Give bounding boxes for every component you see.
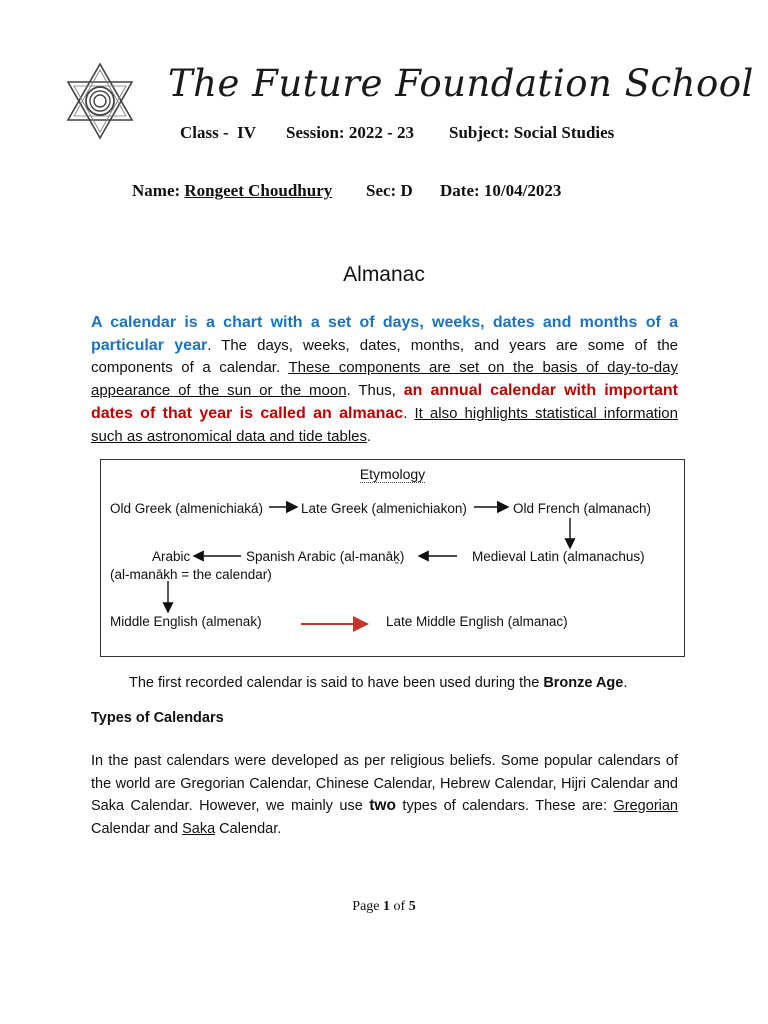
intro-text-2: . Thus, [346,382,404,400]
bronze-age: Bronze Age [543,675,624,691]
ety-arabic-note: (al-manākh = the calendar) [110,567,272,582]
intro-underline-2: It also highlights statistical information such as astronomical data and tide tables [91,404,678,445]
name-value: Rongeet Choudhury [184,181,333,200]
types-two: two [369,797,396,814]
page-footer [0,899,768,915]
current-page: 1 [383,899,391,914]
ety-late-greek: Late Greek (almenichiakon) [301,501,467,516]
saka-word: Saka [182,820,216,837]
school-name: The Future Foundation School [168,62,754,105]
ety-medieval-latin: Medieval Latin (almanachus) [472,549,645,564]
star-logo-icon [62,60,138,142]
ety-late-middle-english: Late Middle English (almanac) [386,614,568,629]
etymology-title-text: Etymology [359,466,426,482]
types-text-4: Calendar. [215,820,282,837]
class-value: IV [237,123,257,142]
class-info [180,123,256,143]
date-info: Date: 10/04/2023 [440,181,562,200]
ety-old-french: Old French (almanach) [513,501,652,516]
intro-underline-1: These components are set on the basis of day-to-day appearance of the sun or the moon [91,359,678,400]
etymology-box [100,459,685,657]
ety-middle-english: Middle English (almenak) [110,614,262,629]
ety-old-greek: Old Greek (almenichiaká) [110,501,264,516]
intro-text-3: . [403,404,415,422]
etymology-arrows [101,460,684,656]
class-label: Class - [180,123,229,142]
page-label: Page [352,899,380,914]
types-paragraph [91,750,678,840]
bronze-age-sentence [129,675,627,691]
of-label: of [393,899,406,914]
section-info: Sec: D [366,181,413,200]
almanac-definition: an annual calendar with important dates of that year is called an almanac [91,382,678,422]
student-name [132,181,332,201]
types-text-3: Calendar and [91,820,183,837]
types-heading: Types of Calendars [91,710,224,726]
bronze-text: The first recorded calendar is said to have been used during the [129,675,544,691]
session-info: Session: 2022 - 23 [286,123,414,142]
calendar-definition: A calendar is a chart with a set of days, weeks, dates and months of a particular year [91,314,678,354]
total-pages: 5 [408,899,416,914]
intro-text-4: . [367,427,372,445]
school-logo [62,60,138,142]
ety-arabic: Arabic [152,549,191,564]
page-title: Almanac [343,263,425,286]
gregorian-word: Gregorian [613,798,678,814]
bronze-end: . [623,675,628,691]
intro-text: . The days, weeks, dates, months, and years are some of the components of a calendar. [91,336,678,377]
intro-paragraph [91,312,678,448]
types-text: In the past calendars were developed as per religious beliefs. Some popular calendars of the world are Gregorian Calendar, Chinese Calendar, Hebrew Calendar, Hijri Calendar and Saka Calendar. However, we mainly use [91,753,678,814]
subject-info: Subject: Social Studies [449,123,615,142]
ety-spanish-arabic: Spanish Arabic (al-manāḵ) [246,549,405,564]
types-text-2: types of calendars. These are: [395,798,614,814]
name-label: Name: [132,181,181,200]
